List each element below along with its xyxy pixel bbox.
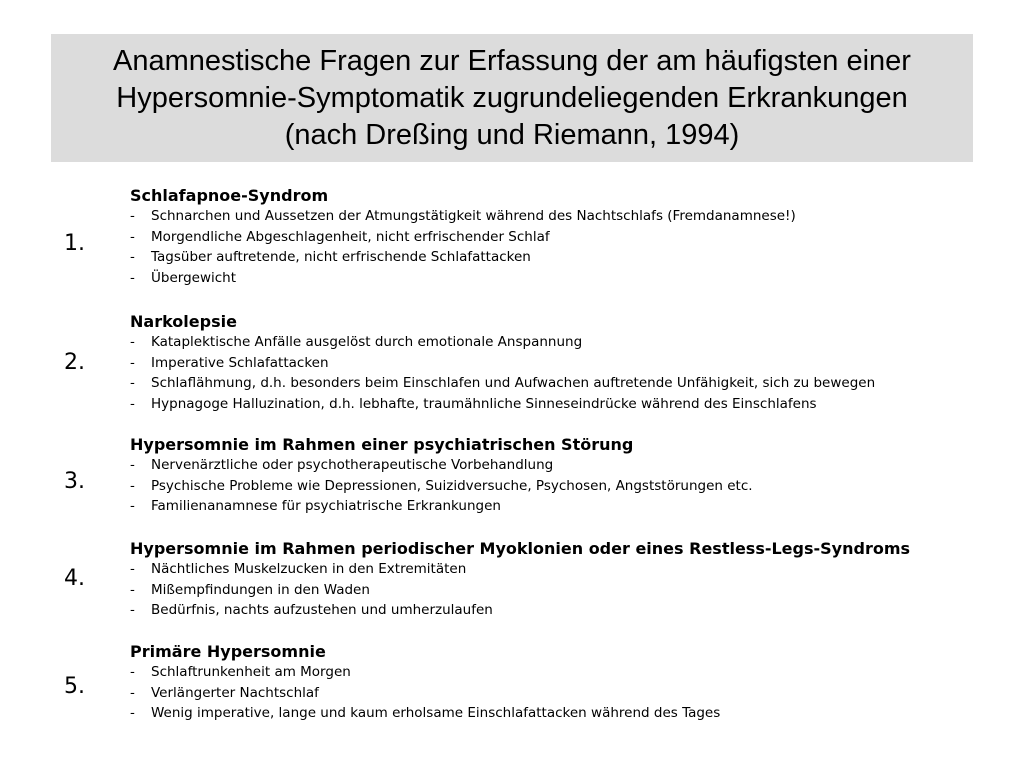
section-body bbox=[130, 434, 1010, 517]
list-item-text: Wenig imperative, lange und kaum erholsame Einschlafattacken während des Tages bbox=[151, 705, 721, 721]
bullet-list bbox=[130, 206, 1010, 288]
bullet-dash: - bbox=[130, 375, 135, 391]
list-item-text: Bedürfnis, nachts aufzustehen und umherzulaufen bbox=[151, 602, 493, 618]
list-item bbox=[130, 496, 1010, 517]
section-body bbox=[130, 538, 1010, 621]
list-item-text: Mißempfindungen in den Waden bbox=[151, 581, 370, 598]
bullet-dash: - bbox=[130, 602, 135, 618]
bullet-dash: - bbox=[130, 208, 135, 224]
section-number: 4. bbox=[64, 566, 85, 591]
section-number: 1. bbox=[64, 231, 85, 256]
bullet-dash: - bbox=[130, 354, 135, 371]
list-item-text: Schlaflähmung, d.h. besonders beim Einschlafen und Aufwachen auftretende Unfähigkeit, sich zu bewegen bbox=[151, 375, 876, 391]
list-item bbox=[130, 373, 1010, 394]
list-item-text: Nervenärztliche oder psychotherapeutische Vorbehandlung bbox=[151, 457, 554, 473]
bullet-dash: - bbox=[130, 561, 135, 577]
slide-title: Anamnestische Fragen zur Erfassung der am häufigsten einer Hypersomnie-Symptomatik zugrundeliegenden Erkrankungen (nach Dreßing und Riemann, 1994) bbox=[113, 44, 911, 151]
list-item-text: Kataplektische Anfälle ausgelöst durch emotionale Anspannung bbox=[151, 334, 583, 350]
bullet-dash: - bbox=[130, 581, 135, 598]
list-item-text: Schnarchen und Aussetzen der Atmungstätigkeit während des Nachtschlafs (Fremdanamnese!) bbox=[151, 208, 796, 224]
list-item bbox=[130, 559, 1010, 580]
list-item-text: Schlaftrunkenheit am Morgen bbox=[151, 664, 351, 680]
list-item bbox=[130, 332, 1010, 353]
bullet-dash: - bbox=[130, 498, 135, 514]
bullet-dash: - bbox=[130, 684, 135, 701]
list-item-text: Imperative Schlafattacken bbox=[151, 354, 329, 371]
list-item bbox=[130, 683, 1010, 704]
section-heading: Primäre Hypersomnie bbox=[130, 642, 326, 661]
list-item-text: Verlängerter Nachtschlaf bbox=[151, 684, 319, 701]
section-body bbox=[130, 185, 1010, 288]
section-number: 5. bbox=[64, 674, 85, 699]
list-item bbox=[130, 476, 1010, 497]
list-item bbox=[130, 268, 1010, 289]
section-heading: Hypersomnie im Rahmen einer psychiatrischen Störung bbox=[130, 435, 634, 454]
bullet-list bbox=[130, 332, 1010, 414]
slide-title-box bbox=[51, 34, 973, 162]
list-item bbox=[130, 600, 1010, 621]
list-item bbox=[130, 247, 1010, 268]
bullet-dash: - bbox=[130, 395, 135, 412]
list-item-text: Psychische Probleme wie Depressionen, Suizidversuche, Psychosen, Angststörungen etc. bbox=[151, 477, 753, 494]
list-item-text: Morgendliche Abgeschlagenheit, nicht erfrischender Schlaf bbox=[151, 228, 550, 245]
section-body bbox=[130, 311, 1010, 414]
list-item-text: Hypnagoge Halluzination, d.h. lebhafte, traumähnliche Sinneseindrücke während des Einschlafens bbox=[151, 395, 817, 412]
section-number: 3. bbox=[64, 469, 85, 494]
section-heading: Schlafapnoe-Syndrom bbox=[130, 186, 329, 205]
list-item-text: Nächtliches Muskelzucken in den Extremitäten bbox=[151, 561, 467, 577]
list-item bbox=[130, 353, 1010, 374]
bullet-dash: - bbox=[130, 249, 135, 265]
bullet-dash: - bbox=[130, 269, 135, 286]
list-item bbox=[130, 662, 1010, 683]
bullet-dash: - bbox=[130, 664, 135, 680]
list-item bbox=[130, 206, 1010, 227]
bullet-list bbox=[130, 559, 1010, 621]
section-body bbox=[130, 641, 1010, 724]
list-item bbox=[130, 227, 1010, 248]
bullet-dash: - bbox=[130, 477, 135, 494]
section-heading: Hypersomnie im Rahmen periodischer Myoklonien oder eines Restless-Legs-Syndroms bbox=[130, 539, 911, 558]
list-item-text: Tagsüber auftretende, nicht erfrischende Schlafattacken bbox=[151, 249, 531, 265]
bullet-dash: - bbox=[130, 334, 135, 350]
list-item-text: Übergewicht bbox=[151, 269, 237, 286]
list-item bbox=[130, 455, 1010, 476]
list-item bbox=[130, 580, 1010, 601]
bullet-list bbox=[130, 455, 1010, 517]
list-item bbox=[130, 394, 1010, 415]
bullet-dash: - bbox=[130, 228, 135, 245]
bullet-dash: - bbox=[130, 705, 135, 721]
section-number: 2. bbox=[64, 350, 85, 375]
bullet-list bbox=[130, 662, 1010, 724]
list-item-text: Familienanamnese für psychiatrische Erkrankungen bbox=[151, 498, 501, 514]
bullet-dash: - bbox=[130, 457, 135, 473]
list-item bbox=[130, 703, 1010, 724]
section-heading: Narkolepsie bbox=[130, 312, 237, 331]
